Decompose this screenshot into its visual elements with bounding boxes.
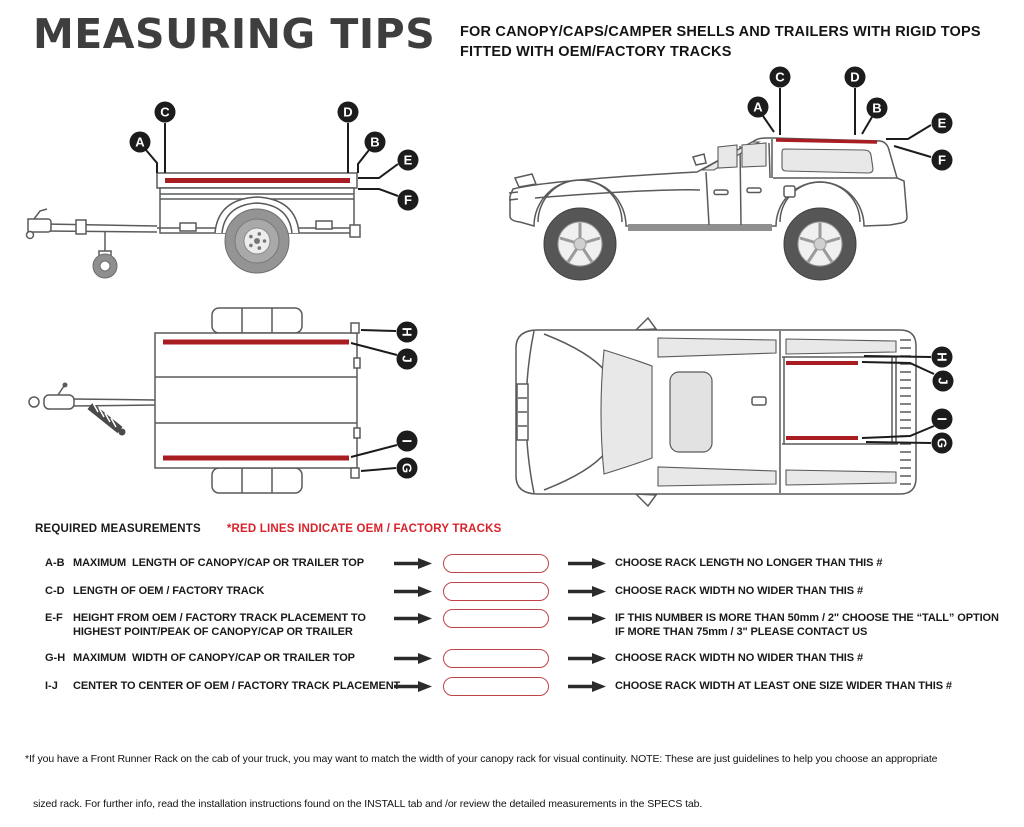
row-code: A-B [45,557,65,569]
svg-text:F: F [938,152,946,168]
rear-wheel [784,208,856,280]
svg-text:B: B [370,134,380,150]
leader-lines [351,330,397,471]
svg-text:G: G [934,437,950,449]
svg-text:H: H [399,327,415,337]
svg-text:J: J [935,377,951,385]
svg-text:H: H [934,352,950,362]
front-door-window [718,145,737,168]
arrow-right-icon [393,585,433,598]
truck-top-view-diagram [490,300,1024,525]
row-code: E-F [45,612,63,624]
row-guideline: CHOOSE RACK WIDTH AT LEAST ONE SIZE WIDER THAN THIS # [615,680,952,692]
marker-j [397,349,418,370]
marker-h [397,322,418,343]
trailer-top-view-diagram [20,300,450,510]
arrow-right-icon [567,585,607,598]
measurement-value-box [443,554,549,573]
measurement-row-ef [45,611,1020,651]
marker-b [365,132,386,153]
cab-side-window [658,338,776,357]
canopy-side-window [786,470,896,485]
svg-text:E: E [403,152,413,168]
marker-h [932,347,953,368]
oem-track-red-line [165,178,350,183]
trailer-top-drawing [29,308,360,493]
subtitle-line-1: FOR CANOPY/CAPS/CAMPER SHELLS AND TRAILERS WITH RIGID TOPS [460,24,981,40]
row-code: C-D [45,585,65,597]
row-description: CENTER TO CENTER OF OEM / FACTORY TRACK PLACEMENT [73,680,401,692]
truck-side-view-diagram [490,60,1024,300]
measurements-heading: REQUIRED MEASUREMENTS [35,523,201,535]
oem-track-red-line [776,140,877,142]
cab-side-window [658,467,776,486]
row-guideline: IF THIS NUMBER IS MORE THAN 50mm / 2" CHOOSE THE “TALL” OPTION IF MORE THAN 75mm / 3" PLEASE CONTACT US [615,612,999,638]
arrow-right-icon [567,612,607,625]
marker-c [770,67,791,88]
marker-a [130,132,151,153]
marker-i [397,431,418,452]
row-guideline: CHOOSE RACK WIDTH NO WIDER THAN THIS # [615,652,863,664]
row-code: I-J [45,680,58,692]
svg-text:G: G [399,462,415,474]
trailer-side-view-diagram [20,85,450,300]
canopy-side-window [786,339,896,354]
side-step [628,224,772,231]
row-description: HEIGHT FROM OEM / FACTORY TRACK PLACEMENT TO HIGHEST POINT/PEAK OF CANOPY/CAP OR TRAILER [73,612,366,638]
row-guideline: CHOOSE RACK WIDTH NO WIDER THAN THIS # [615,585,863,597]
footnote-line-2: sized rack. For further info, read the installation instructions found on the INSTALL tab and /or review the detailed measurements in the SPECS tab. [33,798,703,810]
arrow-right-icon [393,557,433,570]
measurement-value-box [443,677,549,696]
svg-text:D: D [343,104,353,120]
marker-d [845,67,866,88]
measurement-value-box [443,582,549,601]
svg-text:D: D [850,69,860,85]
marker-c [155,102,176,123]
footnote-line-1: *If you have a Front Runner Rack on the cab of your truck, you may want to match the width of your canopy rack for visual continuity. NOTE: These are just guidelines to help you choose an appropriate [25,753,938,765]
arrow-right-icon [393,680,433,693]
marker-e [932,113,953,134]
footnote [25,722,937,827]
trailer-wheel [225,209,289,273]
marker-a [748,97,769,118]
svg-text:A: A [135,134,145,150]
red-lines-note: *RED LINES INDICATE OEM / FACTORY TRACKS [226,523,502,535]
canopy-window [782,149,873,173]
svg-text:F: F [404,192,412,208]
sunroof [670,372,712,452]
row-description: MAXIMUM WIDTH OF CANOPY/CAP OR TRAILER TOP [73,652,355,664]
measurement-row-ij [45,679,1020,719]
front-wheel [544,208,616,280]
row-description: MAXIMUM LENGTH OF CANOPY/CAP OR TRAILER TOP [73,557,364,569]
truck-side-drawing [509,138,907,280]
row-description: LENGTH OF OEM / FACTORY TRACK [73,585,265,597]
page-subtitle [460,22,981,62]
marker-e [398,150,419,171]
subtitle-line-2: FITTED WITH OEM/FACTORY TRACKS [460,44,732,60]
svg-text:C: C [775,69,785,85]
rear-door-window [742,143,766,167]
svg-text:B: B [872,100,882,116]
windshield-glass [601,350,652,474]
measurement-value-box [443,609,549,628]
measurements-table [45,556,1020,716]
arrow-right-icon [393,652,433,665]
svg-text:I: I [399,439,415,443]
marker-i [932,409,953,430]
arrow-right-icon [567,557,607,570]
svg-text:C: C [160,104,170,120]
marker-g [932,433,953,454]
marker-f [932,150,953,171]
trailer-side-drawing [27,173,361,278]
marker-b [867,98,888,119]
row-code: G-H [45,652,66,664]
svg-text:A: A [753,99,763,115]
arrow-right-icon [567,680,607,693]
row-guideline: CHOOSE RACK LENGTH NO LONGER THAN THIS # [615,557,883,569]
arrow-right-icon [567,652,607,665]
svg-text:J: J [399,355,415,363]
measurements-heading-row [35,523,502,535]
page-title: MEASURING TIPS [33,10,436,58]
svg-text:E: E [937,115,947,131]
marker-j [933,371,954,392]
truck-top-drawing [516,318,916,506]
arrow-right-icon [393,612,433,625]
marker-g [397,458,418,479]
marker-f [398,190,419,211]
measurement-value-box [443,649,549,668]
marker-d [338,102,359,123]
svg-text:I: I [934,417,950,421]
